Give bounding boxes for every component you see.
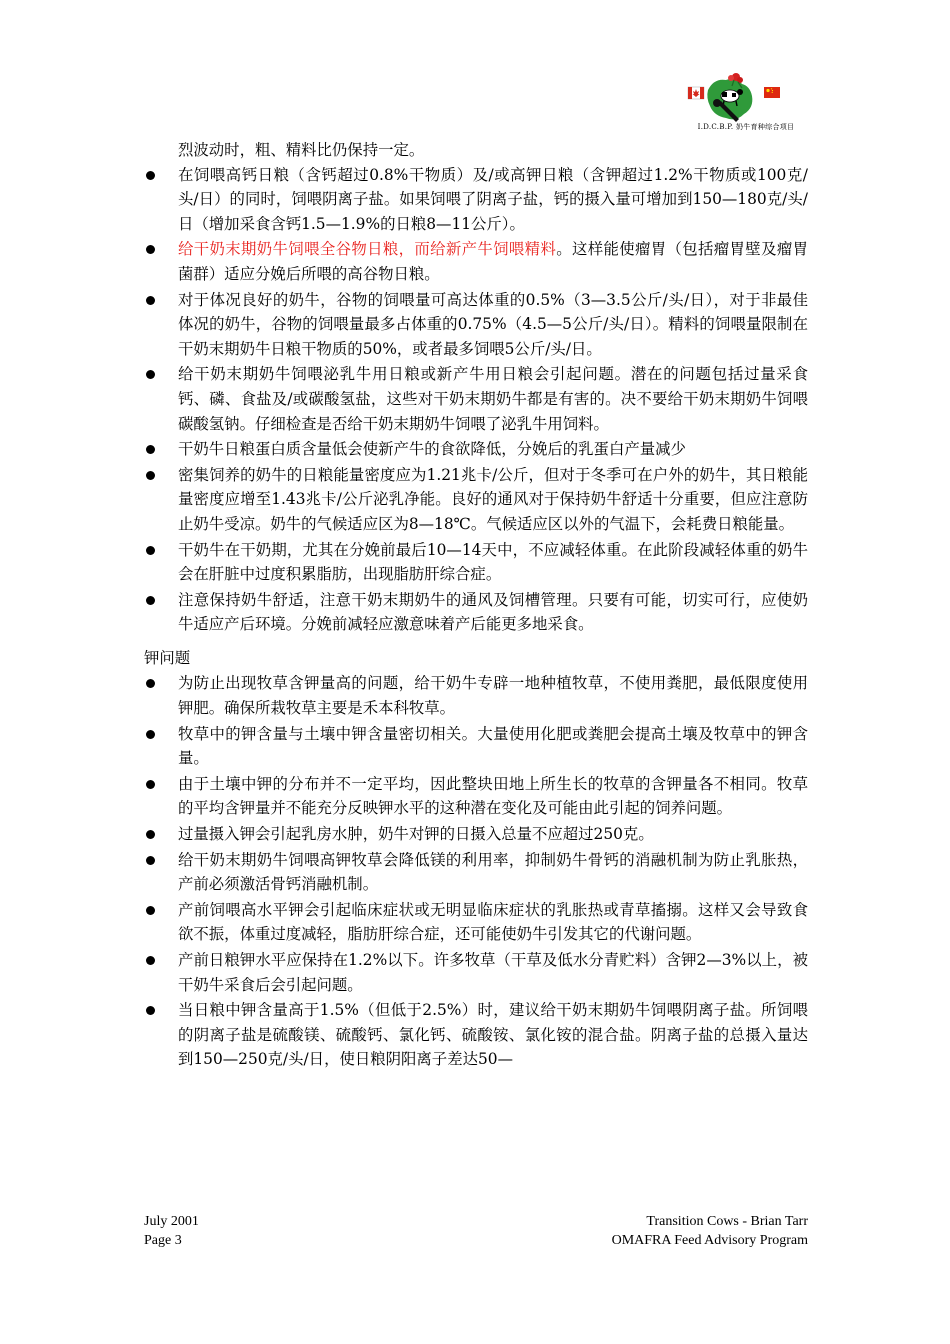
bullet-icon: [146, 471, 155, 480]
bullet-icon: [146, 596, 155, 605]
list-item: 产前饲喂高水平钾会引起临床症状或无明显临床症状的乳胀热或青草搐搦。这样又会导致食欲不振，体重过度减轻，脂肪肝综合症，还可能使奶牛引发其它的代谢问题。: [144, 898, 808, 947]
list-item: 牧草中的钾含量与土壤中钾含量密切相关。大量使用化肥或粪肥会提高土壤及牧草中的钾含量。: [144, 722, 808, 771]
list-item: 由于土壤中钾的分布并不一定平均，因此整块田地上所生长的牧草的含钾量各不相同。牧草的平均含钾量并不能充分反映钾水平的这种潜在变化及可能由此引起的饲养问题。: [144, 772, 808, 821]
bullet-icon: [146, 296, 155, 305]
list-item: 在饲喂高钙日粮（含钙超过0.8%干物质）及/或高钾日粮（含钾超过1.2%干物质或100克/头/日）的同时，饲喂阴离子盐。如果饲喂了阴离子盐，钙的摄入量可增加到150—180克/头/日（增加采食含钙1.5—1.9%的日粮8—11公斤）。: [144, 163, 808, 237]
list-item: 密集饲养的奶牛的日粮能量密度应为1.21兆卡/公斤，但对于冬季可在户外的奶牛，其日粮能量密度应增至1.43兆卡/公斤泌乳净能。良好的通风对于保持奶牛舒适十分重要，但应注意防止奶牛受凉。奶牛的气候适应区为8—18℃。气候适应区以外的气温下，会耗费日粮能量。: [144, 463, 808, 537]
logo-caption: I.D.C.B.P. 奶牛育种综合项目: [697, 123, 795, 131]
list-item: 对于体况良好的奶牛，谷物的饲喂量可高达体重的0.5%（3—3.5公斤/头/日），对于非最佳体况的奶牛，谷物的饲喂量最多占体重的0.75%（4.5—5公斤/头/日）。精料的饲喂量限制在干奶末期奶牛日粮干物质的50%，或者最多饲喂5公斤/头/日。: [144, 288, 808, 362]
bullet-icon: [146, 956, 155, 965]
bullet-icon: [146, 679, 155, 688]
list-item: 干奶牛在干奶期，尤其在分娩前最后10—14天中，不应减轻体重。在此阶段减轻体重的奶牛会在肝脏中过度积累脂肪，出现脂肪肝综合症。: [144, 538, 808, 587]
document-body: [144, 138, 808, 1073]
bullet-icon: [146, 445, 155, 454]
bullet-list-potassium: [144, 671, 808, 1072]
bullet-icon: [146, 171, 155, 180]
bullet-icon: [146, 830, 155, 839]
list-item: 为防止出现牧草含钾量高的问题，给干奶牛专辟一地种植牧草，不使用粪肥，最低限度使用钾肥。确保所栽牧草主要是禾本科牧草。: [144, 671, 808, 720]
china-flag-icon: [764, 87, 780, 98]
bullet-icon: [146, 370, 155, 379]
bullet-icon: [146, 906, 155, 915]
footer-program: OMAFRA Feed Advisory Program: [611, 1233, 808, 1248]
list-item: 产前日粮钾水平应保持在1.2%以下。许多牧草（干草及低水分青贮料）含钾2—3%以上，被干奶牛采食后会引起问题。: [144, 948, 808, 997]
list-item: 给干奶末期奶牛饲喂高钾牧草会降低镁的利用率，抑制奶牛骨钙的消融机制为防止乳胀热，产前必须激活骨钙消融机制。: [144, 848, 808, 897]
bullet-icon: [146, 856, 155, 865]
bullet-icon: [146, 245, 155, 254]
footer-left: [144, 1212, 199, 1250]
bullet-icon: [146, 730, 155, 739]
list-item: 过量摄入钾会引起乳房水肿，奶牛对钾的日摄入总量不应超过250克。: [144, 822, 808, 847]
list-item: 干奶牛日粮蛋白质含量低会使新产牛的食欲降低，分娩后的乳蛋白产量减少: [144, 437, 808, 462]
list-item: 给干奶末期奶牛饲喂泌乳牛用日粮或新产牛用日粮会引起问题。潜在的问题包括过量采食钙、磷、食盐及/或碳酸氢盐，这些对干奶末期奶牛都是有害的。决不要给干奶末期奶牛饲喂碳酸氢钠。仔细检查是否给干奶末期奶牛饲喂了泌乳牛用饲料。: [144, 362, 808, 436]
canada-flag-icon: [688, 87, 704, 99]
bullet-icon: [146, 546, 155, 555]
highlighted-text: 给干奶末期奶牛饲喂全谷物日粮，而给新产牛饲喂精料: [178, 240, 557, 259]
bullet-icon: [146, 780, 155, 789]
bullet-list-feeding: [144, 163, 808, 637]
list-item: 当日粮中钾含量高于1.5%（但低于2.5%）时，建议给干奶末期奶牛饲喂阴离子盐。所饲喂的阴离子盐是硫酸镁、硫酸钙、氯化钙、硫酸铵、氯化铵的混合盐。阴离子盐的总摄入量达到150—250克/头/日，使日粮阴阳离子差达50—: [144, 998, 808, 1072]
footer-page-number: Page 3: [144, 1233, 182, 1248]
bullet-icon: [146, 1006, 155, 1015]
footer-date: July 2001: [144, 1214, 199, 1229]
list-item: 给干奶末期奶牛饲喂全谷物日粮，而给新产牛饲喂精料。这样能使瘤胃（包括瘤胃壁及瘤胃菌群）适应分娩后所喂的高谷物日粮。: [144, 237, 808, 286]
list-item: 注意保持奶牛舒适，注意干奶末期奶牛的通风及饲槽管理。只要有可能，切实可行，应使奶牛适应产后环境。分娩前减轻应激意味着产后能更多地采食。: [144, 588, 808, 637]
section-heading: 钾问题: [144, 648, 191, 667]
footer-title: Transition Cows - Brian Tarr: [646, 1214, 808, 1229]
paragraph-continuation: 烈波动时，粗、精料比仍保持一定。: [178, 141, 425, 159]
footer-right: [612, 1212, 808, 1250]
